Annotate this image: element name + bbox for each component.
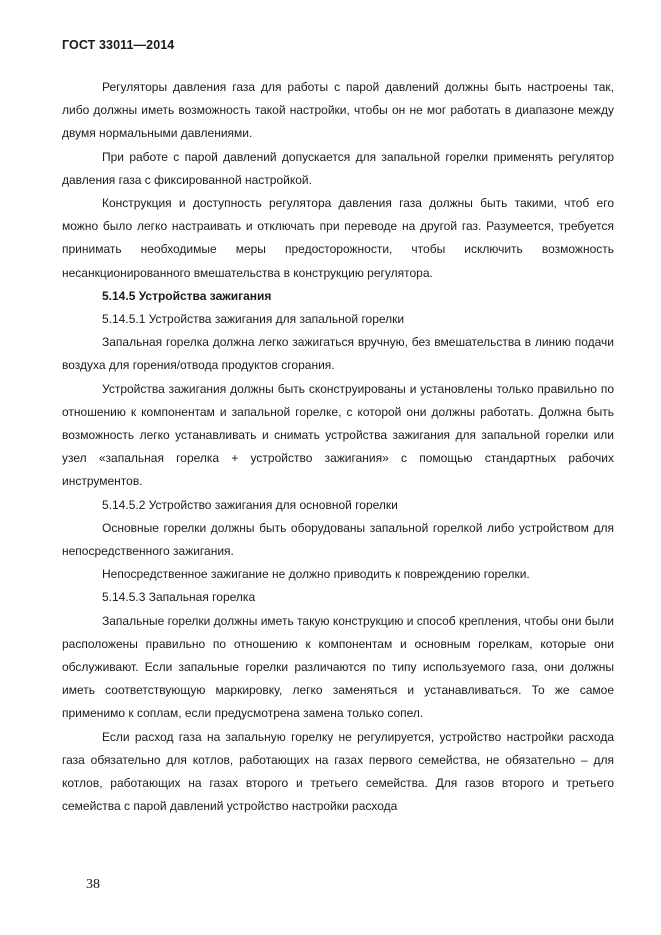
section-heading: 5.14.5 Устройства зажигания xyxy=(102,288,272,303)
page-number: 38 xyxy=(86,877,100,892)
standard-header: ГОСТ 33011—2014 xyxy=(62,38,175,52)
subsection-heading: 5.14.5.3 Запальная горелка xyxy=(102,590,256,605)
paragraph: Запальные горелки должны иметь такую конструкцию и способ крепления, чтобы они были расположены правильно по отношению к компонентам и основным горелкам, которые они обслуживают. Если запальные горелки различаются по типу используемого газа, они должны иметь соответствующую маркировку, легко заменяться и устанавливаться. То же самое применимо к соплам, если предусмотрена замена только сопел. xyxy=(62,613,614,721)
document-body xyxy=(62,76,614,819)
paragraph: Устройства зажигания должны быть сконструированы и установлены только правильно по отношению к компонентам и запальной горелке, с которой они должны работать. Должна быть возможность легко устанавливать и снимать устройства зажигания для запальной горелки или узел «запальная горелка + устройство зажигания» с помощью стандартных рабочих инструментов. xyxy=(62,381,614,489)
paragraph: Непосредственное зажигание не должно приводить к повреждению горелки. xyxy=(102,567,530,582)
paragraph: Регуляторы давления газа для работы с парой давлений должны быть настроены так, либо должны иметь возможность такой настройки, чтобы он не мог работать в диапазоне между двумя нормальными давлениями. xyxy=(62,80,614,141)
paragraph: Запальная горелка должна легко зажигаться вручную, без вмешательства в линию подачи воздуха для горения/отвода продуктов сгорания. xyxy=(62,335,614,373)
paragraph: Если расход газа на запальную горелку не регулируется, устройство настройки расхода газа обязательно для котлов, работающих на газах первого семейства, не обязательно – для котлов, работающих на газах второго и третьего семейства. Для газов второго и третьего семейства с парой давлений устройство настройки расхода xyxy=(62,729,614,814)
subsection-heading: 5.14.5.2 Устройство зажигания для основной горелки xyxy=(102,497,398,512)
paragraph: Конструкция и доступность регулятора давления газа должны быть такими, чтоб его можно было легко настраивать и отключать при переводе на другой газ. Разумеется, требуется принимать необходимые меры предосторожности, чтобы исключить возможность несанкционированного вмешательства в конструкцию регулятора. xyxy=(62,196,614,280)
subsection-heading: 5.14.5.1 Устройства зажигания для запальной горелки xyxy=(102,312,405,327)
paragraph: При работе с парой давлений допускается для запальной горелки применять регулятор давления газа с фиксированной настройкой. xyxy=(62,149,614,187)
paragraph: Основные горелки должны быть оборудованы запальной горелкой либо устройством для непосредственного зажигания. xyxy=(62,520,614,559)
